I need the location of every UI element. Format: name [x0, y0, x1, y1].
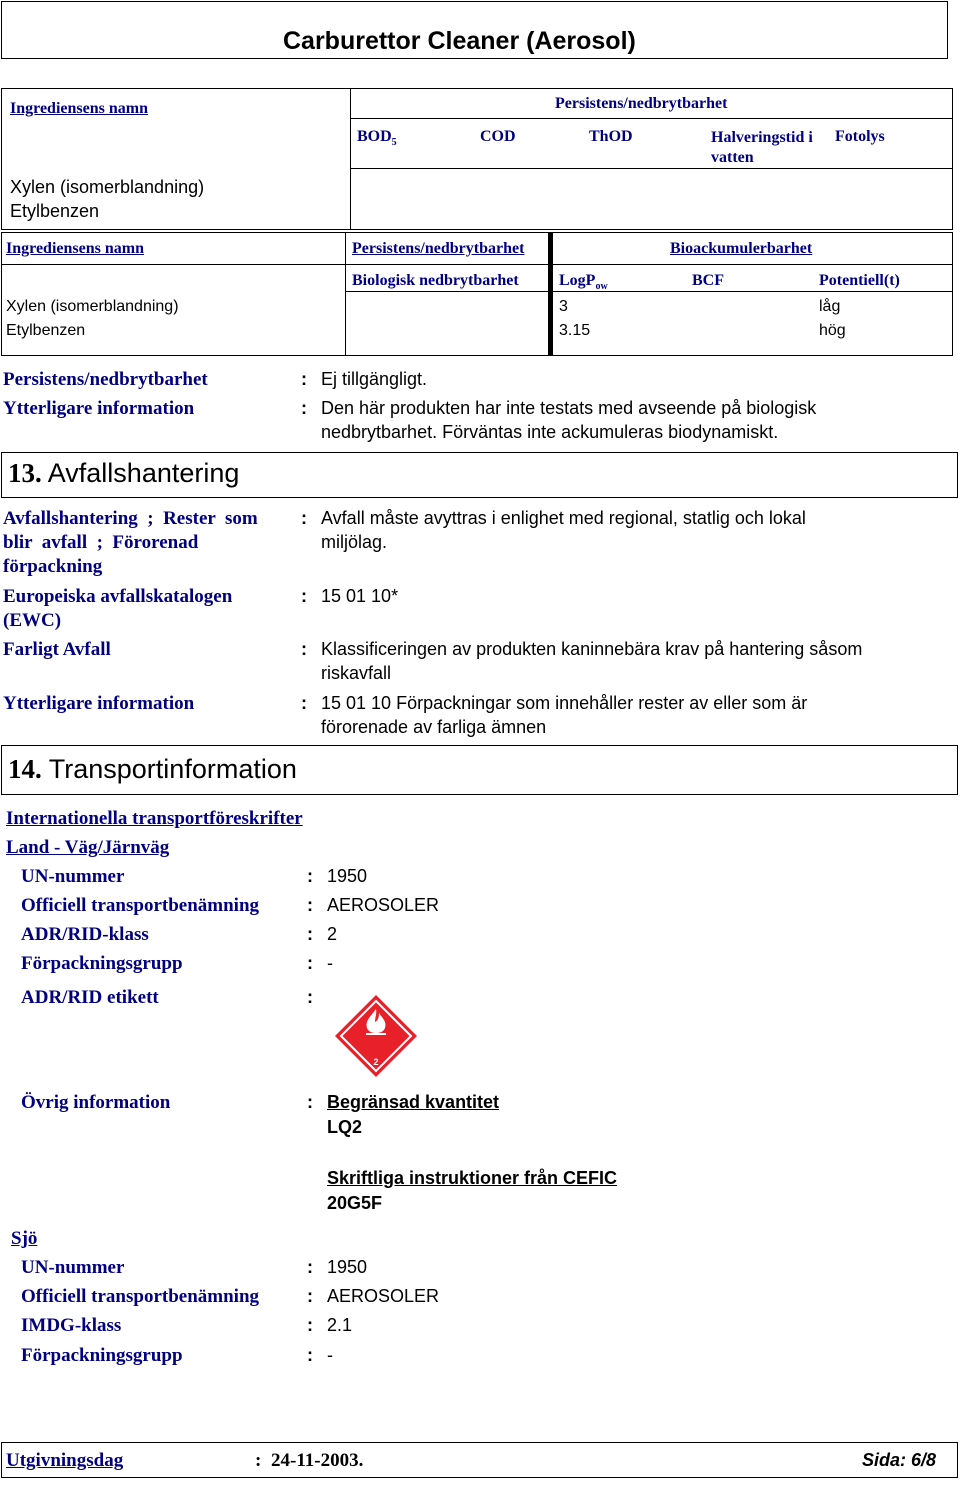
ewc-colon: :	[301, 586, 307, 606]
waste-label-3: förpackning	[3, 556, 103, 577]
table1-col-cod: COD	[480, 128, 516, 145]
table2-row2-pot: hög	[819, 322, 846, 339]
persist-value: Ej tillgängligt.	[321, 369, 428, 389]
table2-sub-bio: Biologisk nedbrytbarhet	[352, 272, 519, 289]
table1-col-thod: ThOD	[589, 128, 633, 145]
table1-hline2	[350, 168, 953, 169]
other-info-value-1: Begränsad kvantitet	[327, 1092, 500, 1112]
intl-heading: Internationella transportföreskrifter	[6, 808, 303, 829]
land-group-colon: :	[307, 953, 313, 973]
hazard-colon: :	[301, 639, 307, 659]
other-info-value-3: Skriftliga instruktioner från CEFIC	[327, 1168, 618, 1188]
table2-row1-logp: 3	[559, 298, 568, 315]
other-info-colon: :	[307, 1092, 313, 1112]
footer-box	[1, 1442, 958, 1478]
more-info-value-13b: förorenade av farliga ämnen	[321, 717, 547, 737]
footer-page: Sida: 6/8	[862, 1450, 937, 1470]
ewc-label-2: (EWC)	[3, 610, 62, 631]
table1-divider	[350, 88, 351, 230]
table2-col-name: Ingrediensens namn	[6, 240, 144, 257]
other-info-label: Övrig information	[21, 1092, 171, 1113]
table2-hline	[1, 264, 953, 265]
hazard-value-1: Klassificeringen av produkten kaninnebära krav på hantering såsom	[321, 639, 863, 659]
sea-group-label: Förpackningsgrupp	[21, 1345, 183, 1366]
sea-class-colon: :	[307, 1315, 313, 1335]
table2-hline2	[345, 291, 953, 292]
land-etikett-label: ADR/RID etikett	[21, 987, 159, 1008]
footer-date-colon: :	[255, 1450, 262, 1471]
ewc-value: 15 01 10*	[321, 586, 399, 606]
table2-divider	[345, 232, 346, 356]
other-info-value-2: LQ2	[327, 1117, 363, 1137]
more-info-label-12: Ytterligare information	[3, 398, 195, 419]
land-group-value: -	[327, 953, 333, 973]
waste-value-1: Avfall måste avyttras i enlighet med regional, statlig och lokal	[321, 508, 806, 528]
sea-group-value: -	[327, 1345, 333, 1365]
table2-row2-logp: 3.15	[559, 322, 591, 339]
more-info-colon-12: :	[301, 398, 307, 418]
land-un-value: 1950	[327, 866, 368, 886]
table1-col-halveringstid: Halveringstid i vatten	[711, 129, 813, 166]
land-class-colon: :	[307, 924, 313, 944]
section14-title: 14. Transportinformation	[8, 754, 297, 784]
table2-group-persist: Persistens/nedbrytbarhet	[352, 240, 525, 257]
more-info-colon-13: :	[301, 693, 307, 713]
sea-un-colon: :	[307, 1257, 313, 1277]
page-title: Carburettor Cleaner (Aerosol)	[283, 27, 636, 55]
flammable-gas-label	[333, 993, 419, 1079]
sea-name-value: AEROSOLER	[327, 1286, 440, 1306]
more-info-value-13a: 15 01 10 Förpackningar som innehåller rester av eller som är	[321, 693, 808, 713]
land-etikett-colon: :	[307, 987, 313, 1007]
sea-un-value: 1950	[327, 1257, 368, 1277]
more-info-label-13: Ytterligare information	[3, 693, 195, 714]
persist-label: Persistens/nedbrytbarhet	[3, 369, 208, 390]
table2-group-bio: Bioackumulerbarhet	[670, 240, 813, 257]
table1-col-fotolys: Fotolys	[835, 128, 885, 145]
table2-sub-pot: Potentiell(t)	[819, 272, 900, 289]
land-class-value: 2	[327, 924, 338, 944]
land-name-colon: :	[307, 895, 313, 915]
table2-row2-name: Etylbenzen	[6, 322, 86, 339]
table2-sub-bcf: BCF	[692, 272, 724, 289]
waste-value-2: miljölag.	[321, 532, 388, 552]
more-info-value-12a: Den här produkten har inte testats med avseende på biologisk	[321, 398, 817, 418]
table1-group: Persistens/nedbrytbarhet	[555, 95, 728, 112]
table2-row1-name: Xylen (isomerblandning)	[6, 298, 179, 315]
sea-group-colon: :	[307, 1345, 313, 1365]
persist-colon: :	[301, 369, 307, 389]
sea-name-label: Officiell transportbenämning	[21, 1286, 260, 1307]
other-info-value-4: 20G5F	[327, 1193, 383, 1213]
sea-class-value: 2.1	[327, 1315, 353, 1335]
more-info-value-12b: nedbrytbarhet. Förväntas inte ackumuleras biodynamiskt.	[321, 422, 779, 442]
table1-col-bod: $BOD_5$	[357, 128, 397, 149]
table1-col-name: Ingrediensens namn	[10, 100, 148, 117]
table1-hline	[350, 118, 953, 119]
sea-name-colon: :	[307, 1286, 313, 1306]
waste-label-2: blir avfall ; Förorenad	[3, 532, 199, 553]
table1-ingredient-2: Etylbenzen	[10, 201, 100, 221]
hazard-label: Farligt Avfall	[3, 639, 111, 660]
land-heading: Land - Väg/Järnväg	[6, 837, 170, 858]
sea-un-label: UN-nummer	[21, 1257, 125, 1278]
footer-date-label: Utgivningsdag	[6, 1450, 124, 1471]
sea-heading: Sjö	[11, 1228, 38, 1249]
waste-label-1: Avfallshantering ; Rester som	[3, 508, 258, 529]
table2-thick-divider	[548, 232, 553, 356]
waste-colon: :	[301, 508, 307, 528]
table2-sub-logp: LogP$_{ow}$	[559, 272, 608, 293]
land-group-label: Förpackningsgrupp	[21, 953, 183, 974]
hazard-value-2: riskavfall	[321, 663, 392, 683]
ewc-label-1: Europeiska avfallskatalogen	[3, 586, 233, 607]
table2-row1-pot: låg	[819, 298, 841, 315]
land-name-label: Officiell transportbenämning	[21, 895, 260, 916]
label-class-number: 2	[373, 1057, 379, 1067]
section13-title: 13. Avfallshantering	[8, 458, 240, 488]
land-class-label: ADR/RID-klass	[21, 924, 149, 945]
footer-date-value: 24-11-2003.	[271, 1450, 364, 1471]
land-un-colon: :	[307, 866, 313, 886]
land-un-label: UN-nummer	[21, 866, 125, 887]
land-name-value: AEROSOLER	[327, 895, 440, 915]
table1-ingredient-1: Xylen (isomerblandning)	[10, 177, 205, 197]
sea-class-label: IMDG-klass	[21, 1315, 122, 1336]
